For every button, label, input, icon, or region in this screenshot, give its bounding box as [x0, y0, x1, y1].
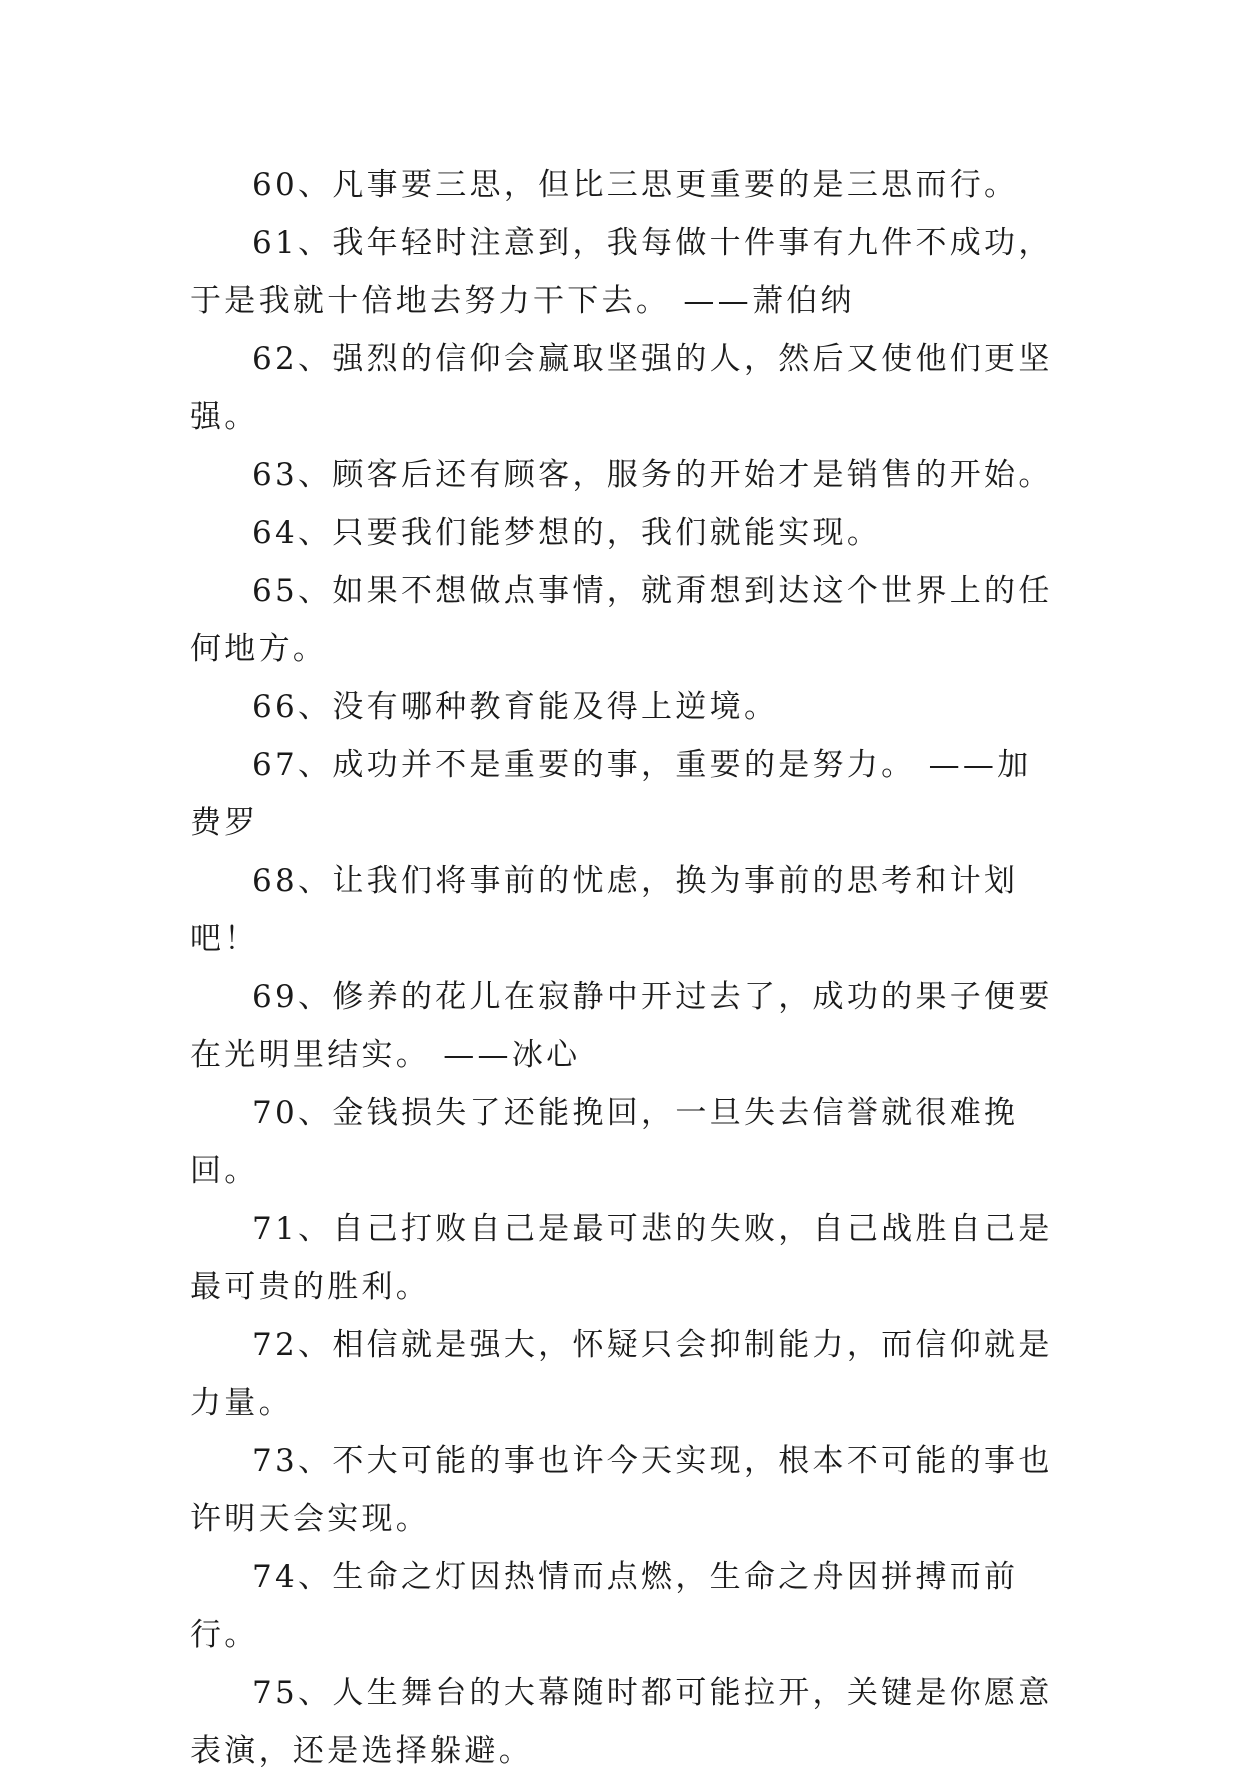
paragraph-74: 74、生命之灯因热情而点燃，生命之舟因拼搏而前行。: [190, 1559, 1019, 1653]
paragraph-63: 63、顾客后还有顾客，服务的开始才是销售的开始。: [252, 457, 1053, 493]
paragraph-61: 61、我年轻时注意到，我每做十件事有九件不成功，于是我就十倍地去努力干下去。 ——萧伯纳: [190, 225, 1053, 319]
paragraph-67: 67、成功并不是重要的事，重要的是努力。 ——加费罗: [190, 747, 1032, 841]
paragraph-62: 62、强烈的信仰会赢取坚强的人，然后又使他们更坚强。: [190, 341, 1053, 435]
paragraph-73: 73、不大可能的事也许今天实现，根本不可能的事也许明天会实现。: [190, 1443, 1053, 1537]
paragraph-65: 65、如果不想做点事情，就甭想到达这个世界上的任何地方。: [190, 573, 1053, 667]
paragraph-66: 66、没有哪种教育能及得上逆境。: [252, 689, 779, 725]
paragraph-75: 75、人生舞台的大幕随时都可能拉开，关键是你愿意表演，还是选择躲避。: [190, 1675, 1053, 1769]
paragraph-69: 69、修养的花儿在寂静中开过去了，成功的果子便要在光明里结实。 ——冰心: [190, 979, 1053, 1073]
paragraph-64: 64、只要我们能梦想的，我们就能实现。: [252, 515, 882, 551]
document-body: [190, 156, 1060, 1780]
paragraph-68: 68、让我们将事前的忧虑，换为事前的思考和计划吧！: [190, 863, 1019, 957]
paragraph-70: 70、金钱损失了还能挽回，一旦失去信誉就很难挽回。: [190, 1095, 1019, 1189]
paragraph-71: 71、自己打败自己是最可悲的失败，自己战胜自己是最可贵的胜利。: [190, 1211, 1053, 1305]
paragraph-60: 60、凡事要三思，但比三思更重要的是三思而行。: [252, 167, 1019, 203]
paragraph-72: 72、相信就是强大，怀疑只会抑制能力，而信仰就是力量。: [190, 1327, 1053, 1421]
